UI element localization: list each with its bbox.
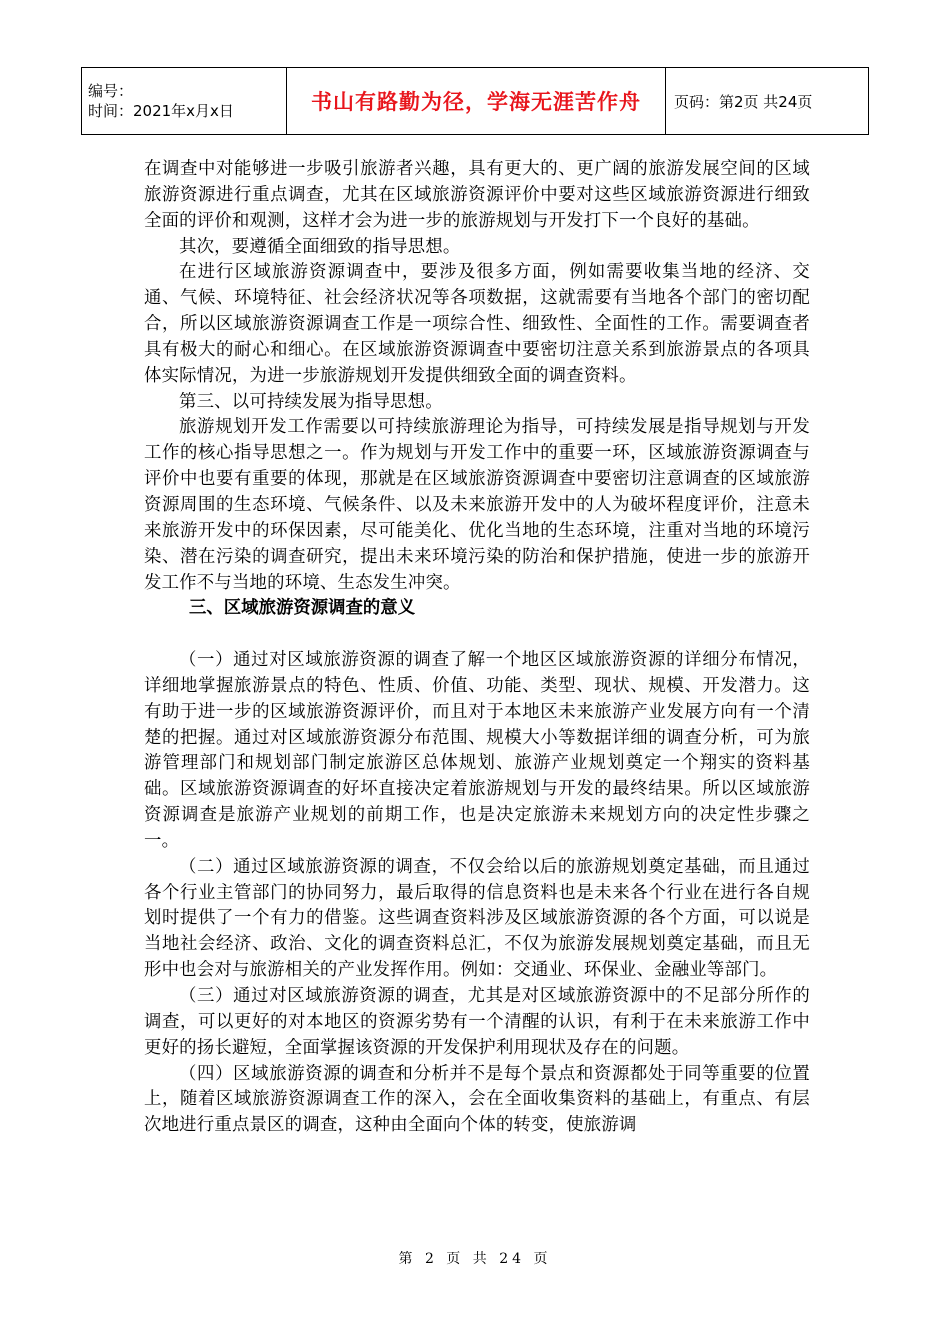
page-header — [81, 67, 869, 135]
body-paragraph: 第三、以可持续发展为指导思想。 — [179, 391, 443, 412]
section-heading: 三、区域旅游资源调查的意义 — [189, 598, 416, 619]
section-paragraph: （四）区域旅游资源的调查和分析并不是每个景点和资源都处于同等重要的位置上，随着区域旅游资源调查工作的深入，会在全面收集资料的基础上，有重点、有层次地进行重点景区的调查，这种由全面向个体的转变，使旅游调 — [144, 1063, 810, 1136]
document-number-label: 编号： — [88, 82, 134, 100]
section-paragraph: （二）通过区域旅游资源的调查，不仅会给以后的旅游规划奠定基础，而且通过各个行业主管部门的协同努力，最后取得的信息资料也是未来各个行业在进行各自规划时提供了一个有力的借鉴。这些调查资料涉及区域旅游资源的各个方面，可以说是当地社会经济、政治、文化的调查资料总汇，不仅为旅游发展规划奠定基础，而且无形中也会对与旅游相关的产业发挥作用。例如：交通业、环保业、金融业等部门。 — [144, 856, 810, 981]
header-meta — [82, 68, 287, 135]
header-motto: 书山有路勤为径，学海无涯苦作舟 — [287, 68, 666, 135]
document-date-label: 时间：2021年x月x日 — [88, 102, 234, 120]
section-paragraph: （一）通过对区域旅游资源的调查了解一个地区区域旅游资源的详细分布情况，详细地掌握旅游景点的特色、性质、价值、功能、类型、现状、规模、开发潜力。这有助于进一步的区域旅游资源评价，而且对于本地区未来旅游产业发展方向有一个清楚的把握。通过对区域旅游资源分布范围、规模大小等数据详细的调查分析，可为旅游管理部门和规划部门制定旅游区总体规划、旅游产业规划奠定一个翔实的资料基础。区域旅游资源调查的好坏直接决定着旅游规划与开发的最终结果。所以区域旅游资源调查是旅游产业规划的前期工作，也是决定旅游未来规划方向的决定性步骤之一。 — [144, 650, 810, 851]
body-paragraph: 在调查中对能够进一步吸引旅游者兴趣，具有更大的、更广阔的旅游发展空间的区域旅游资源进行重点调查，尤其在区域旅游资源评价中要对这些区域旅游资源进行细致全面的评价和观测，这样才会为进一步的旅游规划与开发打下一个良好的基础。 — [144, 159, 810, 231]
page-footer: 第 2 页 共 24 页 — [398, 1251, 552, 1267]
document-body — [144, 157, 810, 1139]
body-paragraph: 在进行区域旅游资源调查中，要涉及很多方面，例如需要收集当地的经济、交通、气候、环境特征、社会经济状况等各项数据，这就需要有当地各个部门的密切配合，所以区域旅游资源调查工作是一项综合性、细致性、全面性的工作。需要调查者具有极大的耐心和细心。在区域旅游资源调查中要密切注意关系到旅游景点的各项具体实际情况，为进一步旅游规划开发提供细致全面的调查资料。 — [144, 262, 810, 386]
header-page-number: 页码：第2页 共24页 — [666, 68, 869, 135]
body-paragraph: 其次，要遵循全面细致的指导思想。 — [179, 236, 461, 257]
body-paragraph: 旅游规划开发工作需要以可持续旅游理论为指导，可持续发展是指导规划与开发工作的核心指导思想之一。作为规划与开发工作中的重要一环，区域旅游资源调查与评价中也要有重要的体现，那就是在区域旅游资源调查中要密切注意调查的区域旅游资源周围的生态环境、气候条件、以及未来旅游开发中的人为破坏程度评价，注意未来旅游开发中的环保因素，尽可能美化、优化当地的生态环境，注重对当地的环境污染、潜在污染的调查研究，提出未来环境污染的防治和保护措施，使进一步的旅游开发工作不与当地的环境、生态发生冲突。 — [144, 417, 810, 593]
section-paragraph: （三）通过对区域旅游资源的调查，尤其是对区域旅游资源中的不足部分所作的调查，可以更好的对本地区的资源劣势有一个清醒的认识，有利于在未来旅游工作中更好的扬长避短，全面掌握该资源的开发保护利用现状及存在的问题。 — [144, 986, 810, 1058]
